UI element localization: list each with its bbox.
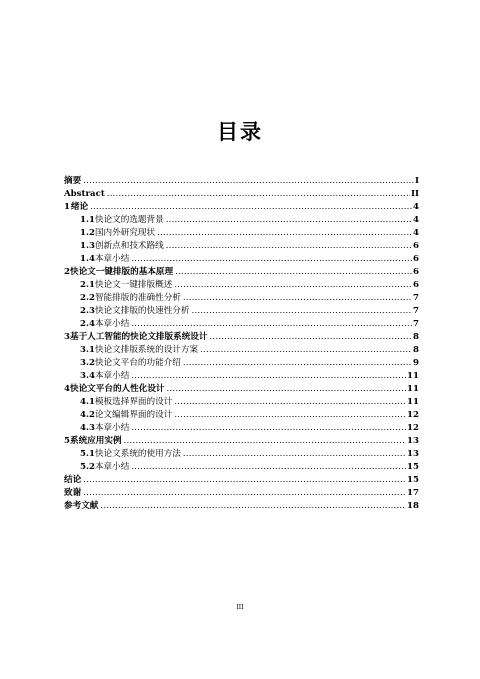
dot-leader	[157, 227, 412, 240]
dot-leader	[174, 279, 412, 292]
dot-leader	[131, 422, 406, 435]
toc-entry-label: 快论文的选题背景	[94, 215, 164, 225]
toc-entry-number: 2.2	[80, 293, 95, 303]
dot-leader	[131, 370, 406, 383]
toc-entry-page: 6	[413, 254, 419, 264]
toc-entry-number: 3	[64, 332, 70, 342]
toc-entry[interactable]	[64, 409, 419, 422]
dot-leader	[83, 487, 406, 500]
toc-entry-page: 11	[407, 371, 419, 381]
toc-entry-number: 2.1	[80, 280, 95, 290]
toc-entry-number: 1.4	[80, 254, 95, 264]
toc-entry-page: 15	[407, 462, 419, 472]
toc-entry-page: 8	[413, 345, 419, 355]
toc-entry[interactable]	[64, 396, 419, 409]
toc-entry[interactable]	[64, 461, 419, 474]
toc-entry-page: 7	[413, 319, 419, 329]
toc-entry-number: 1.1	[80, 215, 95, 225]
toc-entry-page: 17	[407, 488, 419, 498]
toc-entry-number: 1.3	[80, 241, 95, 251]
toc-entry-page: 11	[407, 397, 419, 407]
toc-entry-page: 6	[413, 280, 419, 290]
dot-leader	[83, 175, 414, 188]
dot-leader	[210, 331, 413, 344]
toc-entry-label: 快论文平台的人性化设计	[69, 384, 165, 394]
dot-leader	[175, 266, 412, 279]
toc-entry-label: 参考文献	[64, 501, 99, 511]
toc-entry-label: 快论文排版系统的设计方案	[94, 345, 199, 355]
toc-entry[interactable]	[64, 500, 419, 513]
toc-entry-page: I	[414, 176, 419, 186]
toc-entry-label: 模板选择界面的设计	[94, 397, 173, 407]
toc-title: 目录	[217, 119, 263, 144]
toc-entry[interactable]	[64, 201, 419, 214]
dot-leader	[124, 435, 406, 448]
toc-entry[interactable]	[64, 487, 419, 500]
toc-entry[interactable]	[64, 214, 419, 227]
toc-entry-label: 本章小结	[94, 254, 130, 264]
toc-entry-label: 创新点和技术路线	[94, 241, 164, 251]
dot-leader	[131, 253, 412, 266]
toc-entry-number: 2	[64, 267, 70, 277]
toc-entry-label: 国内外研究现状	[94, 228, 156, 238]
toc-entry-label: 智能排版的准确性分析	[94, 293, 181, 303]
toc-entry-page: 11	[407, 384, 419, 394]
toc-entry-label: 结论	[64, 475, 82, 485]
toc-entry-number: 5	[64, 436, 70, 446]
toc-entry[interactable]	[64, 435, 419, 448]
toc-entry-page: 15	[407, 475, 419, 485]
toc-entry[interactable]	[64, 474, 419, 487]
toc-entry-number: 3.4	[80, 371, 95, 381]
toc-entry-label: 本章小结	[94, 462, 130, 472]
toc-entry-label: 绪论	[70, 202, 89, 212]
toc-entry-page: 4	[413, 228, 419, 238]
toc-entry-label: 论文编辑界面的设计	[94, 410, 173, 420]
toc-entry[interactable]	[64, 292, 419, 305]
toc-entry-label: 快论文系统的使用方法	[94, 449, 181, 459]
toc-entry-label: 基于人工智能的快论文排版系统设计	[69, 332, 208, 342]
toc-entry-page: 18	[407, 501, 419, 511]
toc-entry-label: 快论文排版的快速性分析	[94, 306, 190, 316]
toc-entry-page: 7	[413, 293, 419, 303]
toc-entry-number: 4	[64, 384, 70, 394]
toc-entry-label: 摘要	[64, 176, 82, 186]
toc-entry-number: 3.1	[80, 345, 95, 355]
toc-entry[interactable]	[64, 370, 419, 383]
toc-entry[interactable]	[64, 305, 419, 318]
toc-entry-number: 4.1	[80, 397, 95, 407]
toc-entry-page: 13	[407, 436, 419, 446]
dot-leader	[174, 409, 406, 422]
toc-entry[interactable]	[64, 240, 419, 253]
toc-entry-page: 6	[413, 267, 419, 277]
toc-entry[interactable]	[64, 279, 419, 292]
toc-entry-number: 1.2	[80, 228, 95, 238]
toc-entry-page: 9	[413, 358, 419, 368]
toc-entry-label: Abstract	[64, 189, 105, 199]
toc-entry[interactable]	[64, 331, 419, 344]
toc-entry[interactable]	[64, 188, 419, 201]
dot-leader	[183, 292, 412, 305]
dot-leader	[200, 344, 412, 357]
toc-entry[interactable]	[64, 318, 419, 331]
toc-entry-page: 13	[407, 449, 419, 459]
toc-entry[interactable]	[64, 448, 419, 461]
dot-leader	[174, 396, 406, 409]
toc-entry[interactable]	[64, 357, 419, 370]
toc-entry-label: 快论文一键排版概述	[94, 280, 173, 290]
toc-entry-label: 系统应用实例	[70, 436, 122, 446]
toc-entry-number: 2.4	[80, 319, 95, 329]
dot-leader	[183, 357, 412, 370]
dot-leader	[131, 461, 406, 474]
toc-entry-label: 致谢	[64, 488, 82, 498]
toc-entry-number: 4.3	[80, 423, 95, 433]
dot-leader	[167, 383, 407, 396]
dot-leader	[131, 318, 412, 331]
toc-entry[interactable]	[64, 266, 419, 279]
dot-leader	[166, 214, 412, 227]
toc-entry[interactable]	[64, 344, 419, 357]
toc-entry[interactable]	[64, 227, 419, 240]
page-number: III	[236, 604, 244, 611]
toc-entry-page: 6	[413, 241, 419, 251]
toc-entry-number: 5.2	[80, 462, 95, 472]
toc-entry-page: 8	[413, 332, 419, 342]
toc-entry-page: 4	[413, 215, 419, 225]
toc-entry-page: 4	[413, 202, 419, 212]
toc-entry-number: 2.3	[80, 306, 95, 316]
table-of-contents	[64, 175, 419, 513]
toc-entry-number: 5.1	[80, 449, 95, 459]
toc-entry-label: 快论文一键排版的基本原理	[69, 267, 174, 277]
toc-entry-number: 4.2	[80, 410, 95, 420]
dot-leader	[166, 240, 412, 253]
toc-entry[interactable]	[64, 175, 419, 188]
toc-entry[interactable]	[64, 253, 419, 266]
toc-entry-number: 1	[64, 202, 70, 212]
toc-entry-page: 12	[407, 410, 419, 420]
toc-entry-page: 12	[407, 423, 419, 433]
toc-entry[interactable]	[64, 383, 419, 396]
toc-entry-number: 3.2	[80, 358, 95, 368]
toc-entry-page: 7	[413, 306, 419, 316]
toc-entry-label: 本章小结	[94, 423, 130, 433]
dot-leader	[90, 201, 412, 214]
toc-entry-label: 快论文平台的功能介绍	[94, 358, 181, 368]
dot-leader	[183, 448, 406, 461]
dot-leader	[100, 500, 406, 513]
toc-entry-label: 本章小结	[94, 371, 130, 381]
dot-leader	[192, 305, 413, 318]
dot-leader	[107, 188, 410, 201]
toc-entry-page: II	[410, 189, 419, 199]
toc-entry-label: 本章小结	[94, 319, 130, 329]
toc-entry[interactable]	[64, 422, 419, 435]
dot-leader	[83, 474, 406, 487]
